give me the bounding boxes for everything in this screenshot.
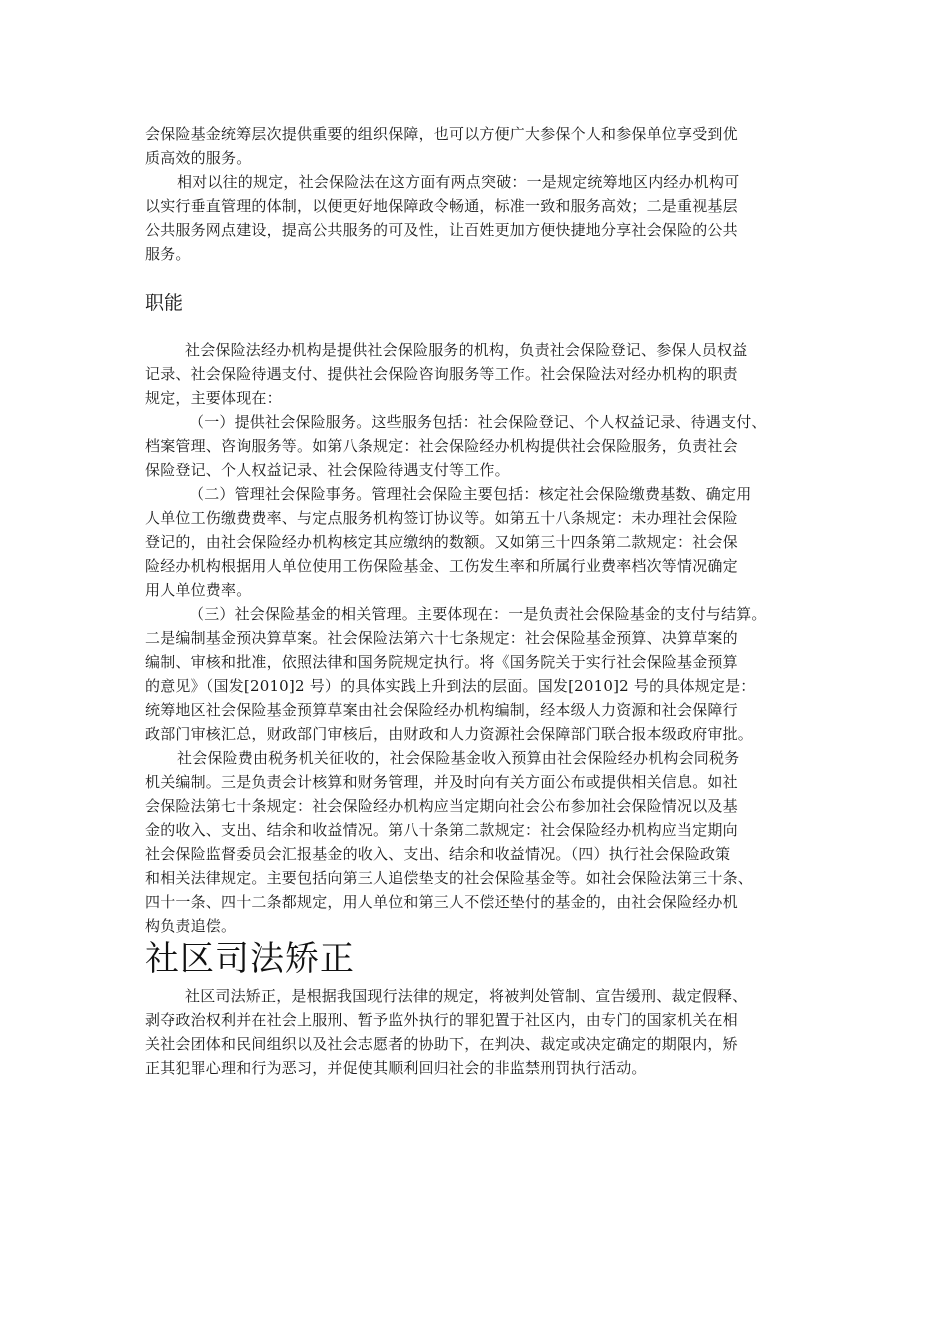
intro-paragraph-1 bbox=[145, 122, 815, 170]
text-line: 登记的，由社会保险经办机构核定其应缴纳的数额。又如第三十四条第二款规定：社会保 bbox=[145, 533, 738, 551]
text-line: 险经办机构根据用人单位使用工伤保险基金、工伤发生率和所属行业费率档次等情况确定 bbox=[145, 557, 738, 575]
text-line: 二是编制基金预决算草案。社会保险法第六十七条规定：社会保险基金预算、决算草案的 bbox=[145, 629, 738, 647]
text-line: 用人单位费率。 bbox=[145, 581, 252, 599]
function-paragraph-1 bbox=[145, 338, 815, 410]
text-line: 服务。 bbox=[145, 245, 191, 263]
text-line: 记录、社会保险待遇支付、提供社会保险咨询服务等工作。社会保险法对经办机构的职责 bbox=[145, 365, 738, 383]
text-line: 的意见》（国发[2010]2 号）的具体实践上升到法的层面。国发[2010]2 号的具体规定是： bbox=[145, 677, 756, 695]
text-line: 规定，主要体现在： bbox=[145, 389, 282, 407]
text-line: 社会保险费由税务机关征收的，社会保险基金收入预算由社会保险经办机构会同税务 bbox=[177, 749, 740, 767]
text-line: 保险登记、个人权益记录、社会保险待遇支付等工作。 bbox=[145, 461, 510, 479]
text-line: 社区司法矫正，是根据我国现行法律的规定，将被判处管制、宣告缓刑、裁定假释、 bbox=[185, 987, 748, 1005]
function-paragraph-4 bbox=[145, 602, 815, 746]
function-paragraph-5 bbox=[145, 746, 815, 938]
function-paragraph-3 bbox=[145, 482, 815, 602]
correction-paragraph-1 bbox=[145, 984, 815, 1080]
text-line: （二）管理社会保险事务。管理社会保险主要包括：核定社会保险缴费基数、确定用 bbox=[189, 485, 752, 503]
text-line: 社会保险法经办机构是提供社会保险服务的机构，负责社会保险登记、参保人员权益 bbox=[185, 341, 748, 359]
text-line: 四十一条、四十二条都规定，用人单位和第三人不偿还垫付的基金的，由社会保险经办机 bbox=[145, 893, 738, 911]
intro-paragraph-2 bbox=[145, 170, 815, 266]
text-line: 机关编制。三是负责会计核算和财务管理，并及时向有关方面公布或提供相关信息。如社 bbox=[145, 773, 738, 791]
text-line: 关社会团体和民间组织以及社会志愿者的协助下，在判决、裁定或决定确定的期限内，矫 bbox=[145, 1035, 738, 1053]
text-line: 社会保险监督委员会汇报基金的收入、支出、结余和收益情况。（四）执行社会保险政策 bbox=[145, 845, 731, 863]
section-heading-function: 职能 bbox=[145, 292, 184, 314]
text-line: 会保险法第七十条规定：社会保险经办机构应当定期向社会公布参加社会保险情况以及基 bbox=[145, 797, 738, 815]
text-line: 编制、审核和批准，依照法律和国务院规定执行。将《国务院关于实行社会保险基金预算 bbox=[145, 653, 738, 671]
function-paragraph-2 bbox=[145, 410, 815, 482]
text-line: 和相关法律规定。主要包括向第三人追偿垫支的社会保险基金等。如社会保险法第三十条、 bbox=[145, 869, 754, 887]
text-line: 金的收入、支出、结余和收益情况。第八十条第二款规定：社会保险经办机构应当定期向 bbox=[145, 821, 738, 839]
text-line: 会保险基金统筹层次提供重要的组织保障，也可以方便广大参保个人和参保单位享受到优 bbox=[145, 125, 738, 143]
text-line: 正其犯罪心理和行为恶习，并促使其顺利回归社会的非监禁刑罚执行活动。 bbox=[145, 1059, 647, 1077]
text-line: （一）提供社会保险服务。这些服务包括：社会保险登记、个人权益记录、待遇支付、 bbox=[189, 413, 767, 431]
text-line: 档案管理、咨询服务等。如第八条规定：社会保险经办机构提供社会保险服务，负责社会 bbox=[145, 437, 738, 455]
text-line: 构负责追偿。 bbox=[145, 917, 237, 935]
text-line: 质高效的服务。 bbox=[145, 149, 252, 167]
text-line: 公共服务网点建设，提高公共服务的可及性，让百姓更加方便快捷地分享社会保险的公共 bbox=[145, 221, 738, 239]
text-line: 政部门审核汇总，财政部门审核后，由财政和人力资源社会保障部门联合报本级政府审批。 bbox=[145, 725, 754, 743]
text-line: （三）社会保险基金的相关管理。主要体现在：一是负责社会保险基金的支付与结算。 bbox=[189, 605, 767, 623]
section-heading-community-correction: 社区司法矫正 bbox=[145, 939, 355, 979]
document-page bbox=[145, 122, 815, 1080]
text-line: 人单位工伤缴费费率、与定点服务机构签订协议等。如第五十八条规定：未办理社会保险 bbox=[145, 509, 738, 527]
text-line: 统筹地区社会保险基金预算草案由社会保险经办机构编制，经本级人力资源和社会保障行 bbox=[145, 701, 738, 719]
text-line: 以实行垂直管理的体制，以便更好地保障政令畅通，标准一致和服务高效；二是重视基层 bbox=[145, 197, 738, 215]
text-line: 相对以往的规定，社会保险法在这方面有两点突破：一是规定统筹地区内经办机构可 bbox=[177, 173, 740, 191]
text-line: 剥夺政治权利并在社会上服刑、暂予监外执行的罪犯置于社区内，由专门的国家机关在相 bbox=[145, 1011, 738, 1029]
